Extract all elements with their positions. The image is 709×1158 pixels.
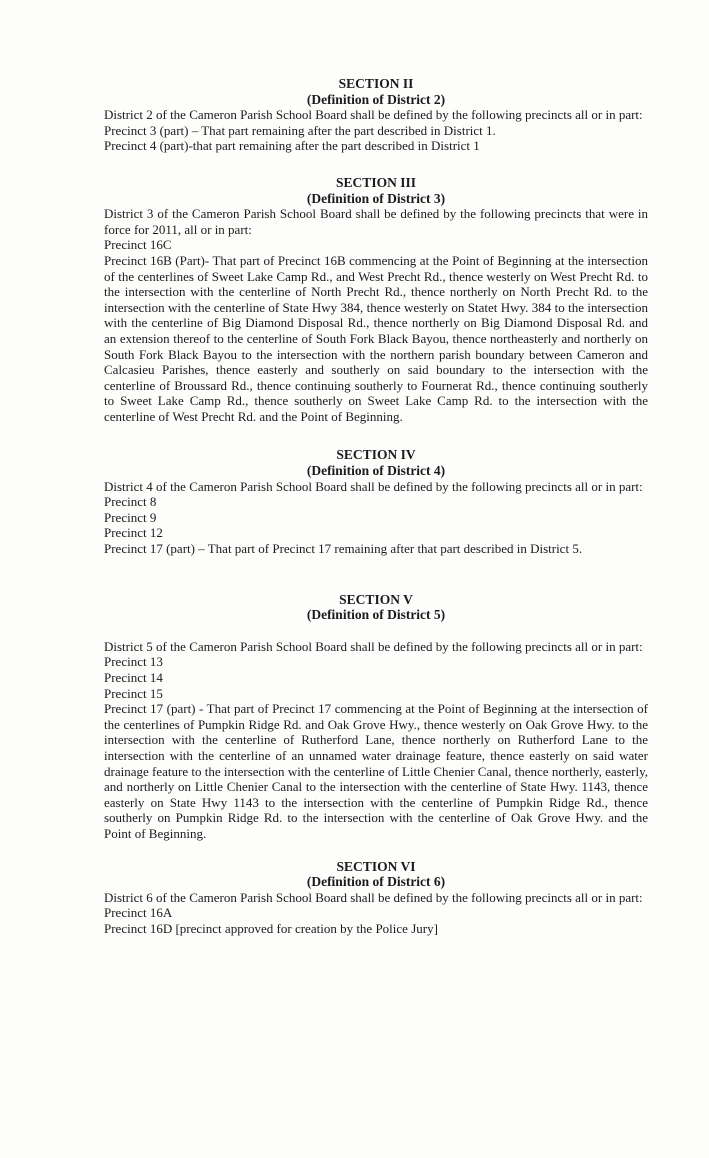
section-5-precinct-line: Precinct 15 (104, 685, 163, 701)
section-4-precinct-line: Precinct 12 (104, 525, 163, 541)
section-3-heading: SECTION III (336, 174, 416, 190)
section-3-precinct-description: Precinct 16B (Part)- That part of Precinct 16B commencing at the Point of Beginning at the intersection of the centerlines of Sweet Lake Camp Rd., and West Precht Rd., thence westerly on West Precht Rd. to the intersection with the centerline of North Precht Rd., thence northerly on North Precht Rd. to the intersection with the centerline of State Hwy 384, thence westerly on Statet Hwy. 384 to the intersection with the centerline of Big Diamond Disposal Rd., thence northerly on Big Diamond Disposal Rd. and an extension thereof to the centerline of South Fork Black Bayou, thence northeasterly and northerly on South Fork Black Bayou to the intersection with the northern parish boundary between Cameron and Calcasieu Parishes, thence easterly and southerly on said boundary to the intersection with the centerline of Broussard Rd., thence continuing southerly to Fournerat Rd., thence continuing southerly to Sweet Lake Camp Rd., thence southerly on Sweet Lake Camp Rd. to the intersection with the centerline of West Precht Rd. and the Point of Beginning. (104, 252, 648, 424)
section-4-precinct-line: Precinct 9 (104, 509, 157, 525)
section-4-heading: SECTION IV (336, 447, 416, 463)
section-3-intro: District 3 of the Cameron Parish School Board shall be defined by the following precincts that were in force for 2011, all or in part: (104, 206, 648, 237)
section-5-subheading: (Definition of District 5) (306, 607, 446, 623)
section-6-heading: SECTION VI (336, 858, 416, 874)
section-6-precinct-line: Precinct 16A (104, 905, 173, 921)
section-6-precinct-line: Precinct 16D [precinct approved for creation by the Police Jury] (104, 920, 438, 936)
section-5-heading: SECTION V (339, 591, 413, 607)
section-2-subheading: (Definition of District 2) (306, 91, 446, 107)
section-6-intro: District 6 of the Cameron Parish School Board shall be defined by the following precincts all or in part: (104, 889, 643, 905)
section-4 (104, 447, 648, 556)
section-5 (104, 592, 648, 842)
section-5-precinct-line: Precinct 14 (104, 670, 163, 685)
section-2-intro: District 2 of the Cameron Parish School Board shall be defined by the following precincts all or in part: (104, 107, 643, 123)
section-6 (104, 859, 648, 937)
section-3-precinct-line: Precinct 16C (104, 237, 172, 253)
section-5-precinct-line: Precinct 13 (104, 654, 163, 670)
section-6-subheading: (Definition of District 6) (306, 874, 446, 890)
section-2-precinct-line: Precinct 3 (part) – That part remaining after the part described in District 1. (104, 122, 496, 138)
section-5-precinct-description: Precinct 17 (part) - That part of Precinct 17 commencing at the Point of Beginning at the intersection of the centerlines of Pumpkin Ridge Rd. and Oak Grove Hwy., thence westerly on Oak Grove Hwy. to the intersection with the centerline of Rutherford Lane, thence northerly on Rutherford Lane to the intersection with the centerline of an unnamed water drainage feature, thence easterly on said water drainage feature to the intersection with the centerline of Little Chenier Canal, thence northerly, easterly, and northerly on Little Chenier Canal to the intersection with the centerline of State Hwy. 1143, thence easterly on State Hwy 1143 to the intersection with the centerline of Pumpkin Ridge Rd., thence southerly on Pumpkin Ridge Rd. to the intersection with the centerline of Oak Grove Hwy. and the Point of Beginning. (104, 701, 648, 841)
section-3 (104, 175, 648, 425)
section-2 (104, 76, 648, 154)
document-content (104, 76, 648, 937)
section-3-subheading: (Definition of District 3) (306, 190, 446, 206)
section-2-precinct-line: Precinct 4 (part)-that part remaining after the part described in District 1 (104, 138, 480, 154)
section-5-intro: District 5 of the Cameron Parish School Board shall be defined by the following precincts all or in part: (104, 638, 643, 654)
section-4-intro: District 4 of the Cameron Parish School Board shall be defined by the following precincts all or in part: (104, 478, 643, 494)
section-2-heading: SECTION II (338, 76, 414, 91)
section-4-precinct-line: Precinct 17 (part) – That part of Precinct 17 remaining after that part described in District 5. (104, 541, 583, 557)
section-4-precinct-line: Precinct 8 (104, 494, 157, 510)
section-4-subheading: (Definition of District 4) (306, 463, 446, 479)
